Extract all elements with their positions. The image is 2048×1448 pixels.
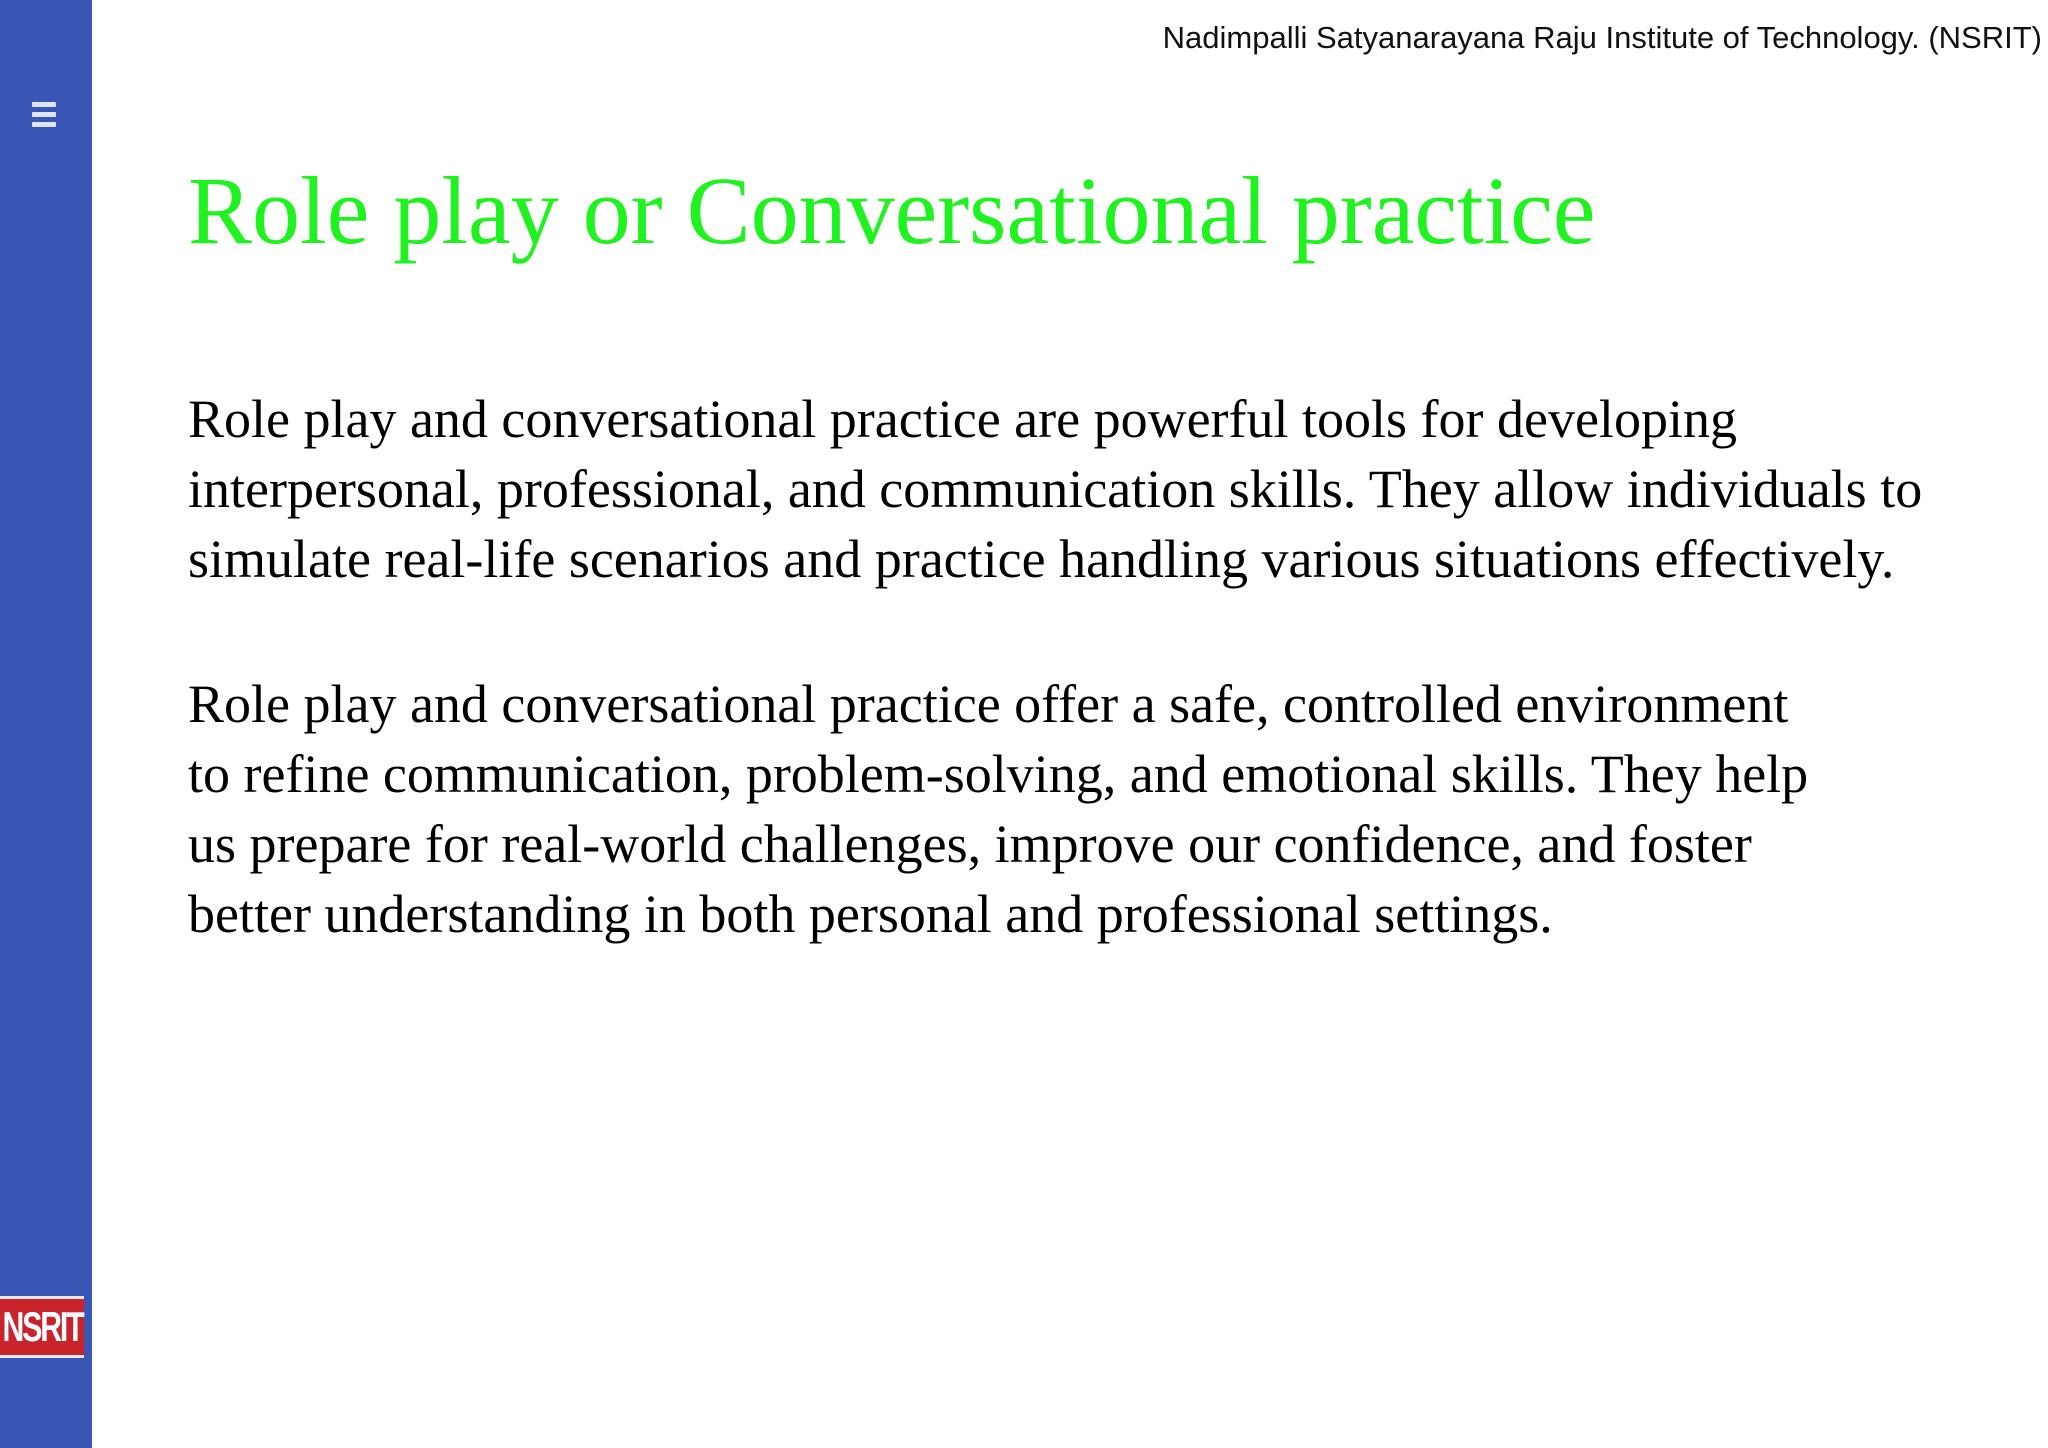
paragraph-line: better understanding in both personal and professional settings.: [188, 884, 1553, 944]
paragraph-2: [188, 669, 2048, 949]
hamburger-menu-icon[interactable]: [26, 96, 62, 132]
paragraph-line: simulate real-life scenarios and practice handling various situations effectively.: [188, 529, 1895, 589]
nsrit-logo: [0, 1296, 84, 1358]
menu-bar: [32, 122, 56, 127]
paragraph-line: Role play and conversational practice offer a safe, controlled environment: [188, 674, 1789, 734]
sidebar: [0, 0, 92, 1448]
paragraph-line: Role play and conversational practice are powerful tools for developing: [188, 389, 1737, 449]
institute-name: Nadimpalli Satyanarayana Raju Institute of Technology. (NSRIT): [1162, 20, 2042, 55]
paragraph-line: to refine communication, problem-solving, and emotional skills. They help: [188, 744, 1809, 804]
menu-bar: [32, 112, 56, 117]
paragraph-line: interpersonal, professional, and communication skills. They allow individuals to: [188, 459, 1923, 519]
slide-title: Role play or Conversational practice: [188, 157, 1596, 264]
logo-text: NSRIT: [2, 1303, 82, 1350]
paragraph-line: us prepare for real-world challenges, improve our confidence, and foster: [188, 814, 1752, 874]
paragraph-1: [188, 384, 2048, 594]
menu-bar: [32, 102, 56, 107]
